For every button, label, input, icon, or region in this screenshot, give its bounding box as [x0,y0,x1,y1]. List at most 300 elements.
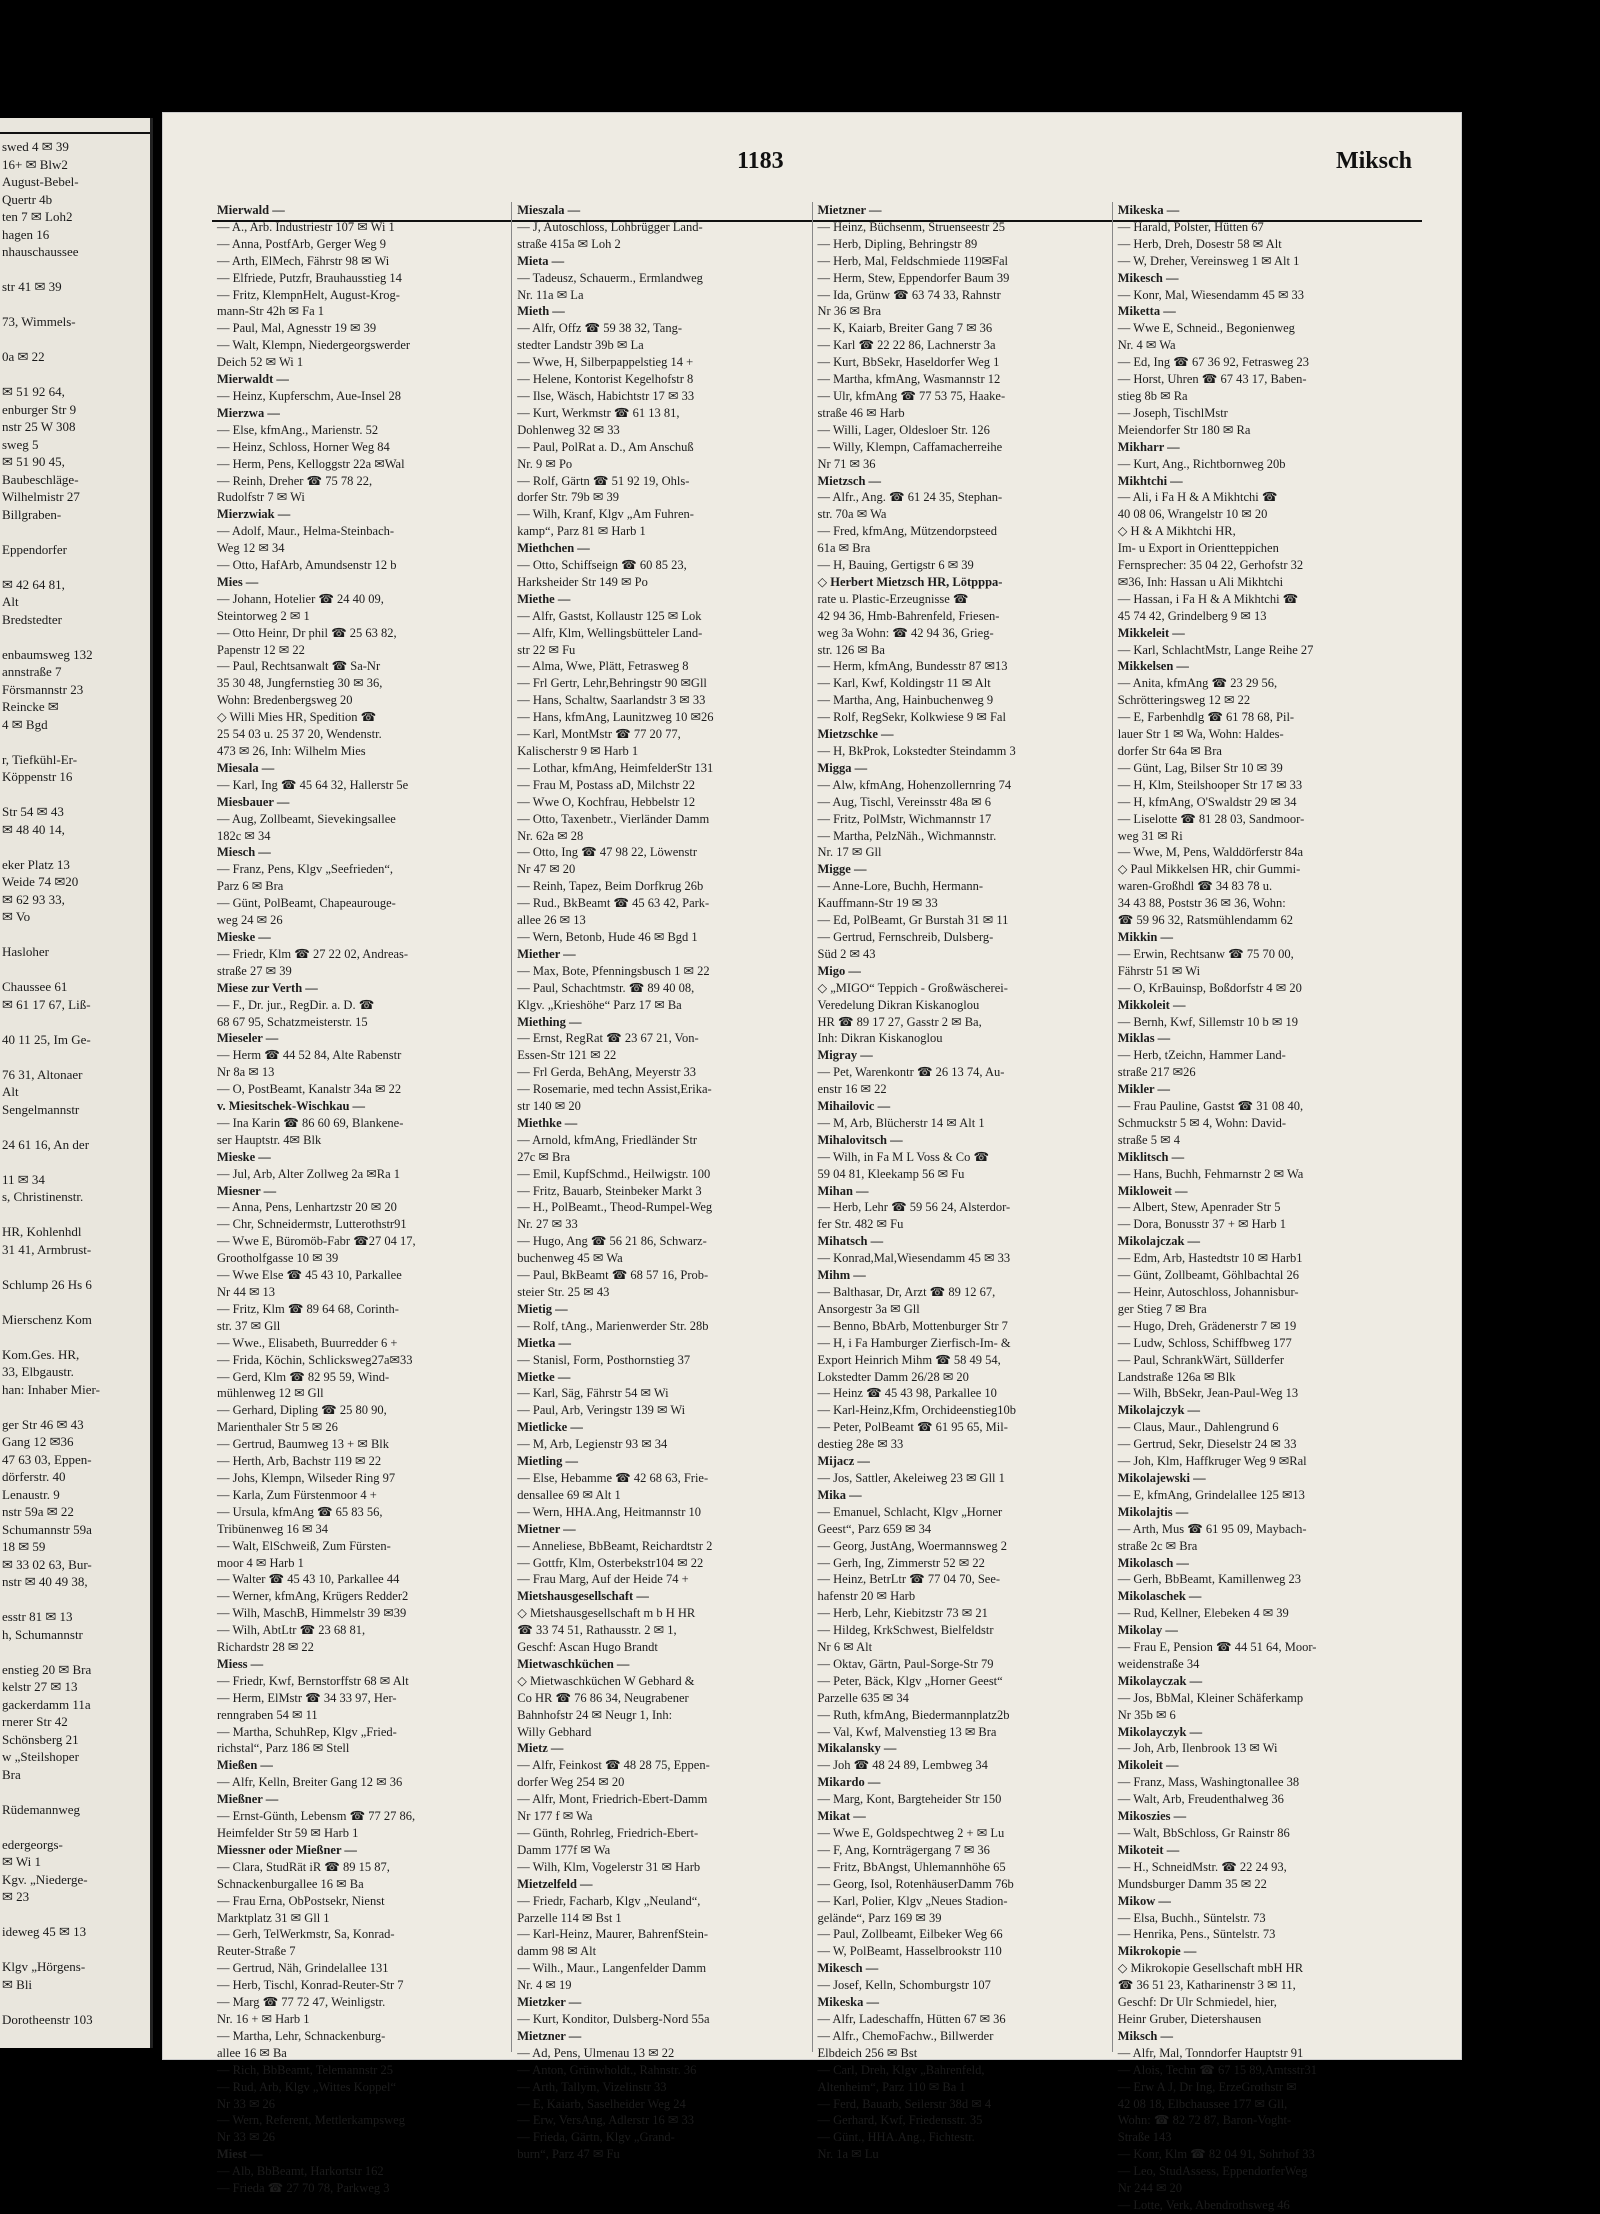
directory-heading: Miketta — [1117,304,1176,319]
directory-heading: Mikow — [1117,1893,1171,1908]
directory-entry: Altenheim“, Parz 110 ✉ Ba 1 [817,2079,966,2094]
directory-entry: — E, Kaiarb, Saselheider Weg 24 [517,2096,686,2111]
directory-entry: — Paul, SchrankWärt, Süllderfer [1117,1352,1285,1367]
fragment-line: 31 41, Armbrust- [2,1241,92,1257]
fragment-line [0,733,150,751]
directory-entry: — Otto Heinr, Dr phil ☎ 25 63 82, [217,625,397,640]
directory-entry: stedter Landstr 39b ✉ La [517,338,644,353]
directory-entry: Veredelung Dikran Kiskanoglou [817,997,980,1012]
fragment-line: Sengelmannstr [2,1101,80,1117]
directory-entry: — Rud, Kellner, Elebeken 4 ✉ 39 [1117,1606,1289,1621]
fragment-line: enburger Str 9 [2,401,77,417]
directory-entry: — Wilh, AbtLtr ☎ 23 68 81, [217,1623,366,1638]
directory-entry: — Herb, Dipling, Behringstr 89 [817,236,978,251]
column-3 [813,202,1113,2162]
directory-entry: — Stanisl, Form, Posthornstieg 37 [517,1352,691,1367]
directory-entry: — Kurt, Konditor, Dulsberg-Nord 55a [517,2011,710,2026]
directory-entry: — Ursula, kfmAng ☎ 65 83 56, [217,1504,383,1519]
directory-entry: — Hassan, i Fa H & A Mikhtchi ☎ [1117,591,1299,606]
directory-entry: — Karl-Heinz,Kfm, Orchideenstieg10b [817,1403,1017,1418]
directory-entry: str. 70a ✉ Wa [817,507,887,522]
directory-entry: — Harald, Polster, Hütten 67 [1117,219,1264,234]
directory-entry: — Bernh, Kwf, Sillemstr 10 b ✉ 19 [1117,1014,1299,1029]
fragment-line: edergeorgs- [2,1836,63,1852]
directory-entry: Schrötteringsweg 12 ✉ 22 [1117,693,1251,708]
directory-entry: Nr 44 ✉ 13 [217,1285,276,1299]
directory-heading: Mietzner — [517,2028,582,2043]
directory-entry: — Ad, Pens, Ulmenau 13 ✉ 22 [517,2045,675,2060]
directory-entry: — Marg, Kont, Bargteheider Str 150 [817,1792,1002,1807]
directory-heading: Miksch — [1117,2028,1173,2043]
directory-entry: — H, Bauing, Gertigstr 6 ✉ 39 [817,558,974,573]
directory-entry: ◇ Mikrokopie Gesellschaft mbH HR [1117,1961,1304,1976]
directory-entry: Geschf: Dr Ulr Schmiedel, hier, [1117,1995,1277,2010]
fragment-line [0,1591,150,1609]
directory-entry: — Georg, Isol, RotenhäuserDamm 76b [817,1876,1014,1891]
directory-entry: — Wwe O, Kochfrau, Hebbelstr 12 [517,794,696,809]
fragment-line: 16+ ✉ Blw2 [2,156,68,172]
directory-entry: — Herb, Dreh, Dosestr 58 ✉ Alt [1117,236,1282,251]
directory-entry: — Heinr, Autoschloss, Johannisbur- [1117,1285,1299,1299]
directory-heading: Mieth — [517,304,565,319]
directory-entry: — Paul, BkBeamt ☎ 68 57 16, Prob- [517,1268,709,1283]
directory-entry: — Hans, Buchh, Fehmarnstr 2 ✉ Wa [1117,1166,1304,1181]
directory-entry: Parzelle 114 ✉ Bst 1 [517,1910,622,1925]
directory-heading: Migga — [817,760,868,775]
directory-entry: — Alw, kfmAng, Hohenzollernring 74 [817,777,1012,792]
directory-entry: Kauffmann-Str 19 ✉ 33 [817,896,938,911]
directory-entry: ger Stieg 7 ✉ Bra [1117,1301,1207,1316]
fragment-line: 0a ✉ 22 [2,349,45,364]
directory-entry: ◇ Mietshausgesellschaft m b H HR [517,1606,696,1621]
directory-entry: — Frieda, Gärtn, Klgv „Grand- [517,2130,675,2145]
directory-entry: hafenstr 20 ✉ Harb [817,1589,916,1604]
directory-entry: — Alma, Wwe, Plätt, Fetrasweg 8 [517,659,689,674]
directory-entry: — Frau Erna, ObPostsekr, Nienst [217,1893,385,1908]
directory-entry: — Fritz, Klm ☎ 89 64 68, Corinth- [217,1301,399,1316]
directory-entry: Marienthaler Str 5 ✉ 26 [217,1420,338,1435]
directory-entry: — Gerh, TelWerkmstr, Sa, Konrad- [217,1927,395,1942]
directory-heading: Mihan — [817,1183,869,1198]
directory-entry: — Wwe E, Schneid., Begonienweg [1117,321,1295,336]
directory-heading: Mikolayczyk — [1117,1724,1203,1739]
directory-entry: — Emil, KupfSchmd., Heilwigstr. 100 [517,1166,711,1181]
directory-entry: — Lothar, kfmAng, HeimfelderStr 131 [517,760,714,775]
directory-entry: — Heinz, Kupferschm, Aue-Insel 28 [217,388,401,403]
directory-entry: 473 ✉ 26, Inh: Wilhelm Mies [217,744,366,758]
directory-entry: 40 08 06, Wrangelstr 10 ✉ 20 [1117,507,1268,522]
directory-entry: — Alois, Techn ☎ 67 15 89,Amtsstr31 [1117,2062,1317,2077]
fragment-line [0,558,150,576]
directory-entry: — Wwe, H, Silberpappelstieg 14 + [517,355,694,370]
directory-entry: — Otto, Ing ☎ 47 98 22, Löwenstr [517,845,698,860]
directory-heading: Miesala — [217,760,275,775]
directory-heading: Mikharr — [1117,439,1180,454]
directory-entry: — Rolf, tAng., Marienwerder Str. 28b [517,1318,709,1333]
directory-entry: Willy Gebhard [517,1724,592,1739]
fragment-line [0,261,150,279]
fragment-line: 11 ✉ 34 [2,1171,45,1187]
column-4 [1113,202,1412,2212]
directory-entry: — Lotte, Verk, Abendrothsweg 46 [1117,2197,1290,2212]
directory-entry: — Friedr, Klm ☎ 27 22 02, Andreas- [217,946,409,961]
directory-entry: — O, PostBeamt, Kanalstr 34a ✉ 22 [217,1082,402,1097]
directory-entry: — Martha, PelzNäh., Wichmannstr. [817,828,997,843]
fragment-line [0,1048,150,1066]
directory-entry: — Alfr, Kelln, Breiter Gang 12 ✉ 36 [217,1775,403,1790]
directory-heading: Mihalovitsch — [817,1132,903,1147]
directory-entry: waren-Großhdl ☎ 34 83 78 u. [1117,879,1273,894]
directory-entry: — Alfr, Ladeschaffn, Hütten 67 ✉ 36 [817,2011,1006,2026]
directory-heading: Mikkeleit — [1117,625,1185,640]
directory-entry: Nr. 17 ✉ Gll [817,845,882,860]
directory-entry: Fernsprecher: 35 04 22, Gerhofstr 32 [1117,558,1304,573]
fragment-line: Chaussee 61 [2,979,68,994]
directory-heading: Mikoszies — [1117,1809,1187,1824]
fragment-line: hagen 16 [2,226,50,242]
directory-heading: Mietke — [517,1369,571,1384]
directory-entry: — Gerh, Ing, Zimmerstr 52 ✉ 22 [817,1555,985,1570]
directory-entry: fer Str. 482 ✉ Fu [817,1217,904,1232]
fragment-line [0,1258,150,1276]
directory-heading: Migo — [817,963,861,978]
directory-entry: kamp“, Parz 81 ✉ Harb 1 [517,524,646,539]
directory-entry: Nr 47 ✉ 20 [517,862,576,877]
fragment-line: 73, Wimmels- [2,314,76,329]
directory-entry: — Hildeg, KrkSchwest, Bielfeldstr [817,1623,994,1638]
directory-entry: — Peter, PolBeamt ☎ 61 95 65, Mil- [817,1420,1008,1435]
directory-entry: — Else, Hebamme ☎ 42 68 63, Frie- [517,1470,709,1485]
running-head: Miksch [1335,148,1412,174]
directory-heading: Miess — [217,1656,264,1671]
directory-heading: Mikrokopie — [1117,1944,1197,1959]
directory-entry: — Anne-Lore, Buchh, Hermann- [817,879,984,894]
directory-heading: v. Miesitschek-Wischkau — [217,1099,366,1114]
fragment-line [0,331,150,349]
directory-entry: Bahnhofstr 24 ✉ Neugr 1, Inh: [517,1707,673,1722]
directory-entry: — Rud, Arb, Klgv „Wittes Koppel“ [217,2079,396,2094]
directory-entry: — Wwe E, Büromöb-Fabr ☎27 04 17, [217,1234,416,1249]
directory-entry: — Konr, Mal, Wiesendamm 45 ✉ 33 [1117,287,1305,302]
directory-entry: — Edm, Arb, Hastedtstr 10 ✉ Harb1 [1117,1251,1303,1266]
directory-entry: gelände“, Parz 169 ✉ 39 [817,1910,942,1925]
directory-heading: Miklitsch — [1117,1149,1185,1164]
fragment-line: 24 61 16, An der [2,1136,90,1152]
directory-entry: — Johann, Hotelier ☎ 24 40 09, [217,591,384,606]
directory-entry: — Helene, Kontorist Kegelhofstr 8 [517,372,694,387]
directory-entry: — Wern, Referent, Mettlerkampsweg [217,2113,405,2128]
directory-entry: — Ina Karin ☎ 86 60 69, Blankene- [217,1115,404,1130]
directory-entry: — Marg ☎ 77 72 47, Weinligstr. [217,1995,386,2010]
directory-entry: — Herb, Lehr, Kiebitzstr 73 ✉ 21 [817,1606,988,1621]
directory-entry: Schnackenburgallee 16 ✉ Ba [217,1876,364,1891]
directory-entry: weg 31 ✉ Ri [1117,828,1183,843]
directory-entry: — Wilh, in Fa M L Voss & Co ☎ [817,1149,990,1164]
fragment-line [0,1153,150,1171]
fragment-line [0,1643,150,1661]
directory-entry: — Clara, StudRät iR ☎ 89 15 87, [217,1859,390,1874]
page-header [162,148,1462,188]
directory-entry: Geest“, Parz 659 ✉ 34 [817,1521,932,1536]
fragment-line [0,1818,150,1836]
directory-entry: — Herth, Arb, Bachstr 119 ✉ 22 [217,1454,382,1469]
directory-entry: — Joh ☎ 48 24 89, Lembweg 34 [817,1758,988,1773]
directory-entry: allee 26 ✉ 13 [517,913,586,928]
directory-heading: Mikolasch — [1117,1555,1189,1570]
directory-heading: ◇ Herbert Mietzsch HR, Lötpppa- [817,574,1003,589]
fragment-line: h, Schumannstr [2,1626,83,1642]
directory-heading: Mierzwa — [217,405,280,420]
directory-entry: — Reinh, Dreher ☎ 75 78 22, [217,473,373,488]
directory-entry: — J, Autoschloss, Lohbrügger Land- [517,219,703,234]
directory-entry: Schmuckstr 5 ✉ 4, Wohn: David- [1117,1115,1286,1130]
directory-entry: Straße 143 [1117,2130,1172,2145]
directory-entry: — Rich, BbBeamt, Telemannstr 25 [217,2062,393,2077]
directory-entry: — Erw, VersAng, Adlerstr 16 ✉ 33 [517,2113,695,2128]
directory-entry: — Werner, kfmAng, Krügers Redder2 [217,1589,409,1604]
directory-entry: — Fritz, KlempnHelt, August-Krog- [217,287,400,302]
directory-entry: — Claus, Maur., Dahlengrund 6 [1117,1420,1279,1435]
fragment-line: 4 ✉ Bgd [2,716,48,732]
directory-entry: — Aug, Tischl, Vereinsstr 48a ✉ 6 [817,794,991,809]
fragment-line: Str 54 ✉ 43 [2,804,64,819]
directory-heading: Mikolajczak — [1117,1234,1201,1249]
directory-entry: — Alfr., ChemoFachw., Billwerder [817,2028,994,2043]
directory-entry: Inh: Dikran Kiskanoglou [817,1031,943,1046]
directory-entry: — Konrad,Mal,Wiesendamm 45 ✉ 33 [817,1251,1011,1266]
directory-entry: buchenweg 45 ✉ Wa [517,1251,623,1266]
directory-entry: — Heinz, Büchsenm, Struenseestr 25 [817,219,1005,234]
directory-heading: Mietz — [517,1741,564,1756]
fragment-line: sweg 5 [2,436,39,452]
directory-entry: — Paul, Rechtsanwalt ☎ Sa-Nr [217,659,381,674]
directory-entry: — O, KrBauinsp, Boßdorfstr 4 ✉ 20 [1117,980,1302,995]
directory-entry: — Herm, Pens, Kelloggstr 22a ✉Wal [217,456,405,471]
directory-entry: — Elsa, Buchh., Süntelstr. 73 [1117,1910,1266,1925]
directory-heading: Mietzner — [817,203,882,217]
fragment-line [0,838,150,856]
directory-entry: Kalischerstr 9 ✉ Harb 1 [517,744,639,758]
directory-entry: str 140 ✉ 20 [517,1099,581,1114]
column-1 [212,202,512,2196]
fragment-line [0,366,150,384]
directory-entry: — W, Dreher, Vereinsweg 1 ✉ Alt 1 [1117,253,1300,268]
directory-heading: Mikesch — [817,1961,879,1976]
directory-entry: — Otto, HafArb, Amundsenstr 12 b [217,558,397,573]
directory-entry: — Anna, PostfArb, Gerger Weg 9 [217,236,386,251]
directory-entry: — H, i Fa Hamburger Zierfisch-Im- & [817,1335,1011,1350]
directory-heading: Mikalansky — [817,1741,897,1756]
directory-entry: Damm 177f ✉ Wa [517,1842,611,1857]
directory-entry: 68 67 95, Schatzmeisterstr. 15 [217,1014,368,1029]
directory-entry: — Karl, SchlachtMstr, Lange Reihe 27 [1117,642,1314,657]
directory-entry: Wohn: Bredenbergsweg 20 [217,693,353,708]
directory-heading: Mietner — [517,1521,576,1536]
directory-entry: — Gerd, Klm ☎ 82 95 59, Wind- [217,1369,390,1384]
directory-entry: — Paul, PolRat a. D., Am Anschuß [517,439,694,454]
directory-entry: — Joseph, TischlMstr [1117,405,1228,420]
directory-entry: — Arnold, kfmAng, Friedländer Str [517,1132,698,1147]
fragment-line: ✉ 51 92 64, [2,384,65,399]
directory-heading: Mihailovic — [817,1099,891,1114]
directory-entry: 59 04 81, Kleekamp 56 ✉ Fu [817,1166,965,1181]
directory-entry: ◇ Mietwaschküchen W Gebhard & [517,1673,695,1688]
directory-entry: — Karl-Heinz, Maurer, BahrenfStein- [517,1927,708,1942]
directory-heading: Mikloweit — [1117,1183,1188,1198]
directory-entry: — Herb, Tischl, Konrad-Reuter-Str 7 [217,1978,404,1993]
directory-heading: Mihatsch — [817,1234,884,1249]
directory-entry: — Erw A J, Dr Ing, ErzeGrothstr ✉ [1117,2079,1297,2094]
fragment-line: enbaumsweg 132 [2,646,93,662]
directory-entry: straße 415a ✉ Loh 2 [517,236,621,251]
left-header-rule [0,132,150,134]
directory-entry: — Frau E, Pension ☎ 44 51 64, Moor- [1117,1640,1317,1655]
directory-entry: — Hans, kfmAng, Launitzweg 10 ✉26 [517,710,714,725]
directory-entry: — Ludw, Schloss, Schiffbweg 177 [1117,1335,1292,1350]
directory-entry: — Reinh, Tapez, Beim Dorfkrug 26b [517,879,704,894]
directory-entry: — Martha, kfmAng, Wasmannstr 12 [817,372,1001,387]
directory-entry: ◇ „MIGO“ Teppich - Großwäscherei- [817,980,1008,995]
directory-entry: — M, Arb, Blücherstr 14 ✉ Alt 1 [817,1115,985,1130]
fragment-line: str 41 ✉ 39 [2,279,62,294]
directory-entry: — Alfr., Ang. ☎ 61 24 35, Stephan- [817,490,1003,505]
directory-entry: Im- u Export in Orientteppichen [1117,541,1279,556]
directory-heading: Mietling — [517,1454,579,1469]
page-number: 1183 [737,148,784,174]
directory-entry: — Wilh., Maur., Langenfelder Damm [517,1961,707,1976]
directory-entry: — Horst, Uhren ☎ 67 43 17, Baben- [1117,372,1307,387]
directory-heading: Miethke — [517,1115,578,1130]
directory-entry: — Heinz, BetrLtr ☎ 77 04 70, See- [817,1572,1001,1587]
directory-entry: — Gertrud, Sekr, Dieselstr 24 ✉ 33 [1117,1437,1297,1452]
directory-entry: — Else, kfmAng., Marienstr. 52 [217,422,379,437]
directory-entry: — Martha, SchuhRep, Klgv „Fried- [217,1724,397,1739]
directory-entry: — Wilh, Kranf, Klgv „Am Fuhren- [517,507,694,522]
fragment-line: Schumannstr 59a [2,1521,92,1537]
fragment-line: ✉ 51 90 45, [2,454,65,469]
directory-entry: straße 217 ✉26 [1117,1065,1196,1080]
directory-entry: — Ilse, Wäsch, Habichtstr 17 ✉ 33 [517,388,695,403]
directory-heading: Mikeska — [1117,203,1180,217]
directory-entry: Nr. 1a ✉ Lu [817,2147,879,2162]
directory-entry: str. 126 ✉ Ba [817,642,885,657]
directory-heading: Miessner oder Mießner — [217,1842,357,1857]
directory-entry: — Wilh, Klm, Vogelerstr 31 ✉ Harb [517,1859,701,1874]
directory-entry: straße 2c ✉ Bra [1117,1538,1198,1553]
directory-entry: — Karl, Ing ☎ 45 64 32, Hallerstr 5e [217,777,409,792]
directory-entry: — Hugo, Dreh, Grädenerstr 7 ✉ 19 [1117,1318,1297,1333]
directory-entry: Meiendorfer Str 180 ✉ Ra [1117,422,1251,437]
adjacent-page-fragment [0,118,153,2048]
directory-heading: Miest — [217,2147,263,2162]
fragment-line: Dorotheenstr 103 [2,2011,93,2027]
directory-heading: Mierzwiak — [217,507,291,522]
directory-entry: — Martha, Ang, Hainbuchenweg 9 [817,693,994,708]
directory-entry: moor 4 ✉ Harb 1 [217,1555,304,1570]
directory-entry: — Karl ☎ 22 22 86, Lachnerstr 3a [817,338,996,353]
fragment-line: Mierschenz Kom [2,1311,92,1327]
fragment-line [0,1783,150,1801]
directory-entry: — Heinz ☎ 45 43 98, Parkallee 10 [817,1386,997,1401]
fragment-line: Kgv. „Niederge- [2,1871,88,1887]
directory-entry: Nr 8a ✉ 13 [217,1065,275,1080]
directory-entry: ☎ 33 74 51, Rathausstr. 2 ✉ 1, [517,1623,677,1638]
directory-entry: Nr. 4 ✉ Wa [1117,338,1176,353]
directory-heading: Mietzsch — [817,473,882,488]
directory-entry: — Anton, Grünwholdt., Rahnstr. 36 [517,2062,697,2077]
directory-entry: — Pet, Warenkontr ☎ 26 13 74, Au- [817,1065,1005,1080]
directory-entry: Nr 33 ✉ 26 [217,2096,276,2111]
fragment-line: Quertr 4b [2,191,53,207]
directory-entry: Nr 71 ✉ 36 [817,456,876,471]
directory-entry: — Rolf, Gärtn ☎ 51 92 19, Ohls- [517,473,690,488]
directory-entry: — Frl Gerda, BehAng, Meyerstr 33 [517,1065,697,1080]
directory-entry: — Herm, ElMstr ☎ 34 33 97, Her- [217,1690,397,1705]
fragment-line: nstr 25 W 308 [2,419,76,434]
directory-heading: Miesch — [217,845,271,860]
fragment-line [0,1906,150,1924]
directory-entry: — Walt, Arb, Freudenthalweg 36 [1117,1792,1284,1807]
directory-entry: — Franz, Pens, Klgv „Seefrieden“, [217,862,393,877]
fragment-line: eker Platz 13 [2,856,70,872]
fragment-line: ✉ 23 [2,1889,30,1904]
directory-entry: renngraben 54 ✉ 11 [217,1707,318,1722]
directory-entry: — Heinz, Schloss, Horner Weg 84 [217,439,390,454]
directory-entry: — Karl, Säg, Fährstr 54 ✉ Wi [517,1386,669,1401]
fragment-line [0,296,150,314]
fragment-line: Gang 12 ✉36 [2,1434,74,1449]
directory-entry: — Gertrud, Näh, Grindelallee 131 [217,1961,389,1976]
fragment-line: 18 ✉ 59 [2,1539,46,1554]
directory-entry: — Walter ☎ 45 43 10, Parkallee 44 [217,1572,400,1587]
directory-entry: ☎ 59 96 32, Ratsmühlendamm 62 [1117,913,1294,928]
directory-entry: — Georg, JustAng, Woermannsweg 2 [817,1538,1007,1553]
fragment-line: w „Steilshoper [2,1749,79,1764]
fragment-line: Rüdemannweg [2,1801,80,1817]
directory-entry: Ansorgestr 3a ✉ Gll [817,1301,920,1316]
directory-heading: Mikolajewski — [1117,1470,1206,1485]
directory-entry: — Dora, Bonusstr 37 + ✉ Harb 1 [1117,1217,1286,1232]
directory-entry: — H, kfmAng, O'Swaldstr 29 ✉ 34 [1117,794,1297,809]
directory-entry: — Ruth, kfmAng, Biedermannplatz2b [817,1707,1010,1722]
directory-entry: str. 37 ✉ Gll [217,1318,281,1333]
directory-heading: Mihm — [817,1268,866,1283]
fragment-line: Kom.Ges. HR, [2,1346,80,1362]
directory-entry: str 22 ✉ Fu [517,642,576,657]
fragment-line: nstr ✉ 40 49 38, [2,1574,88,1589]
directory-entry: straße 46 ✉ Harb [817,405,905,420]
fragment-line: Köppenstr 16 [2,769,73,784]
directory-entry: — Wern, Betonb, Hude 46 ✉ Bgd 1 [517,929,698,944]
fragment-line [0,523,150,541]
directory-heading: Mikler — [1117,1082,1170,1097]
fragment-line [0,961,150,979]
directory-entry: — Rolf, RegSekr, Kolkwiese 9 ✉ Fal [817,710,1006,725]
fragment-line: ideweg 45 ✉ 13 [2,1924,87,1939]
directory-entry: — Kurt, BbSekr, Haseldorfer Weg 1 [817,355,1000,370]
directory-entry: — Wilh, BbSekr, Jean-Paul-Weg 13 [1117,1386,1299,1401]
fragment-line: ✉ Bli [2,1976,33,1992]
fragment-line [0,1013,150,1031]
directory-heading: Miese zur Verth — [217,980,318,995]
fragment-line: August-Bebel- [2,174,79,189]
directory-entry: — Ferd, Bauarb, Seilerstr 38d ✉ 4 [817,2096,992,2111]
directory-entry: — Willy, Klempn, Caffamacherreihe [817,439,1003,454]
directory-entry: — Oktav, Gärtn, Paul-Sorge-Str 79 [817,1656,994,1671]
directory-entry: — Friedr, Kwf, Bernstorffstr 68 ✉ Alt [217,1673,409,1688]
directory-entry: Nr 6 ✉ Alt [817,1640,873,1655]
directory-entry: 27c ✉ Bra [517,1149,571,1164]
